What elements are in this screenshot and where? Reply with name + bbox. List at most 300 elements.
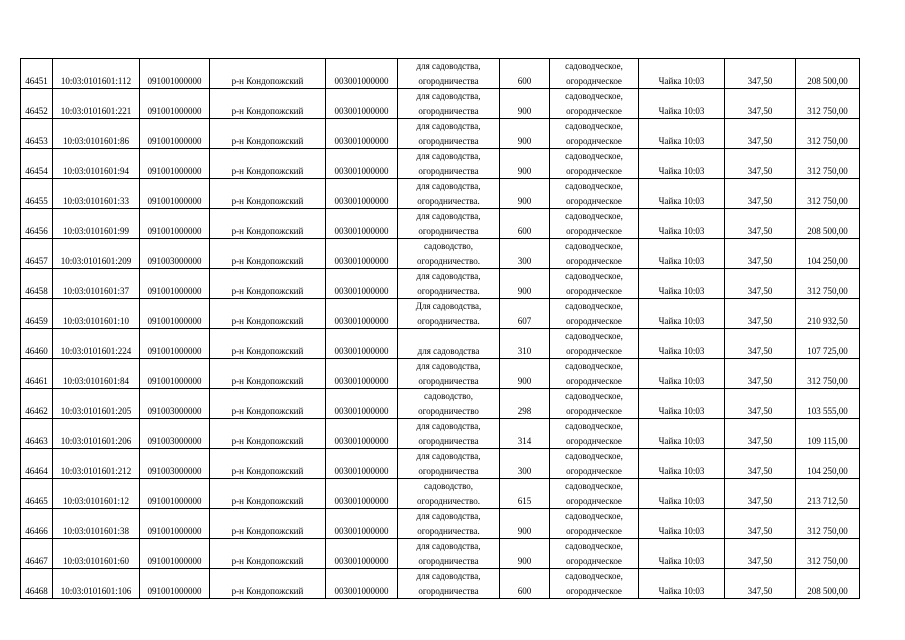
permitted-use-line-1: для садоводства, xyxy=(416,121,481,131)
table-row xyxy=(21,539,860,569)
permitted-use-line-2: огородничества xyxy=(418,435,479,446)
okato-code: 091001000000 xyxy=(147,195,202,206)
category-cell xyxy=(550,329,639,359)
group-name: Чайка 10:03 xyxy=(658,315,705,326)
district-cell xyxy=(210,419,326,449)
permitted-use-cell xyxy=(398,89,500,119)
group-name: Чайка 10:03 xyxy=(658,525,705,536)
category-line-2: огороднческое xyxy=(566,195,622,206)
rate-value: 347,50 xyxy=(747,495,773,506)
cadastral-number: 10:03:0101601:99 xyxy=(62,225,129,236)
group-name: Чайка 10:03 xyxy=(658,165,705,176)
cadastral-number-cell xyxy=(53,539,140,569)
category-cell xyxy=(550,539,639,569)
category-line-1: садоводческое, xyxy=(565,91,623,101)
okato-code: 091003000000 xyxy=(147,405,202,416)
okato-code: 091001000000 xyxy=(147,495,202,506)
oktmo-code: 003001000000 xyxy=(334,255,389,266)
row-number: 46464 xyxy=(25,465,48,476)
permitted-use-line-2: огородничества. xyxy=(417,195,480,206)
oktmo-code: 003001000000 xyxy=(334,525,389,536)
cadastral-value-cell xyxy=(796,299,860,329)
category-cell xyxy=(550,59,639,89)
category-line-1: садоводческое, xyxy=(565,451,623,461)
row-number: 46452 xyxy=(25,105,48,116)
okato-cell xyxy=(140,299,210,329)
okato-code: 091001000000 xyxy=(147,555,202,566)
district-cell xyxy=(210,119,326,149)
group-name: Чайка 10:03 xyxy=(658,405,705,416)
category-line-2: огороднческое xyxy=(566,165,622,176)
cadastral-value: 208 500,00 xyxy=(807,585,848,596)
rate-value: 347,50 xyxy=(747,315,773,326)
okato-cell xyxy=(140,149,210,179)
cadastral-number-cell xyxy=(53,179,140,209)
rate-value: 347,50 xyxy=(747,135,773,146)
permitted-use-cell xyxy=(398,329,500,359)
area-value: 300 xyxy=(517,255,532,266)
group-cell xyxy=(639,179,725,209)
okato-cell xyxy=(140,59,210,89)
table-row xyxy=(21,89,860,119)
cadastral-number-cell xyxy=(53,59,140,89)
group-cell xyxy=(639,389,725,419)
oktmo-code: 003001000000 xyxy=(334,135,389,146)
group-cell xyxy=(639,569,725,599)
area-cell xyxy=(500,449,550,479)
okato-code: 091001000000 xyxy=(147,165,202,176)
cadastral-number: 10:03:0101601:112 xyxy=(60,75,132,86)
category-line-1: садоводческое, xyxy=(565,61,623,71)
oktmo-code: 003001000000 xyxy=(334,465,389,476)
cadastral-number: 10:03:0101601:86 xyxy=(62,135,129,146)
area-value: 300 xyxy=(517,465,532,476)
district-cell xyxy=(210,569,326,599)
oktmo-cell xyxy=(326,329,398,359)
category-cell xyxy=(550,239,639,269)
okato-code: 091001000000 xyxy=(147,315,202,326)
oktmo-cell xyxy=(326,179,398,209)
rate-cell xyxy=(725,419,796,449)
table-row xyxy=(21,389,860,419)
okato-cell xyxy=(140,419,210,449)
cadastral-number: 10:03:0101601:206 xyxy=(60,435,132,446)
oktmo-cell xyxy=(326,119,398,149)
cadastral-value: 312 750,00 xyxy=(807,525,848,536)
okato-code: 091001000000 xyxy=(147,585,202,596)
permitted-use-cell xyxy=(398,569,500,599)
row-number-cell xyxy=(21,59,53,89)
rate-value: 347,50 xyxy=(747,345,773,356)
permitted-use-cell xyxy=(398,59,500,89)
row-number-cell xyxy=(21,329,53,359)
category-cell xyxy=(550,299,639,329)
cadastral-number-cell xyxy=(53,509,140,539)
cadastral-number: 10:03:0101601:10 xyxy=(62,315,129,326)
row-number: 46456 xyxy=(25,225,48,236)
district-cell xyxy=(210,269,326,299)
district-name: р-н Кондопожский xyxy=(231,525,304,536)
category-line-1: садоводческое, xyxy=(565,541,623,551)
category-line-1: садоводческое, xyxy=(565,151,623,161)
district-name: р-н Кондопожский xyxy=(231,165,304,176)
table-row xyxy=(21,239,860,269)
group-name: Чайка 10:03 xyxy=(658,555,705,566)
row-number: 46466 xyxy=(25,525,48,536)
table-row xyxy=(21,269,860,299)
row-number: 46459 xyxy=(25,315,48,326)
cadastral-value-cell xyxy=(796,539,860,569)
cadastral-value-cell xyxy=(796,449,860,479)
district-cell xyxy=(210,509,326,539)
rate-value: 347,50 xyxy=(747,465,773,476)
oktmo-code: 003001000000 xyxy=(334,315,389,326)
permitted-use-line-1: садоводство, xyxy=(423,481,474,491)
category-cell xyxy=(550,149,639,179)
rate-value: 347,50 xyxy=(747,435,773,446)
area-cell xyxy=(500,539,550,569)
area-cell xyxy=(500,269,550,299)
area-value: 900 xyxy=(517,195,532,206)
row-number-cell xyxy=(21,179,53,209)
cadastral-number: 10:03:0101601:212 xyxy=(60,465,132,476)
row-number-cell xyxy=(21,299,53,329)
district-name: р-н Кондопожский xyxy=(231,405,304,416)
row-number-cell xyxy=(21,119,53,149)
area-value: 310 xyxy=(517,345,532,356)
permitted-use-cell xyxy=(398,179,500,209)
row-number: 46458 xyxy=(25,285,48,296)
group-name: Чайка 10:03 xyxy=(658,435,705,446)
cadastral-number: 10:03:0101601:37 xyxy=(62,285,129,296)
rate-cell xyxy=(725,479,796,509)
permitted-use-cell xyxy=(398,389,500,419)
category-line-1: садоводческое, xyxy=(565,301,623,311)
area-cell xyxy=(500,509,550,539)
group-name: Чайка 10:03 xyxy=(658,465,705,476)
permitted-use-cell xyxy=(398,299,500,329)
district-cell xyxy=(210,449,326,479)
okato-code: 091001000000 xyxy=(147,225,202,236)
category-line-2: огороднческое xyxy=(566,285,622,296)
rate-cell xyxy=(725,539,796,569)
district-cell xyxy=(210,299,326,329)
area-value: 607 xyxy=(517,315,532,326)
cadastral-value-cell xyxy=(796,479,860,509)
row-number-cell xyxy=(21,419,53,449)
okato-cell xyxy=(140,119,210,149)
rate-cell xyxy=(725,359,796,389)
table-row xyxy=(21,449,860,479)
cadastral-number-cell xyxy=(53,239,140,269)
rate-cell xyxy=(725,89,796,119)
okato-cell xyxy=(140,179,210,209)
row-number-cell xyxy=(21,209,53,239)
permitted-use-line-1: для садоводства, xyxy=(416,181,481,191)
category-cell xyxy=(550,359,639,389)
cadastral-number-cell xyxy=(53,119,140,149)
district-cell xyxy=(210,239,326,269)
permitted-use-line-1: для садоводства, xyxy=(416,571,481,581)
cadastral-number: 10:03:0101601:38 xyxy=(62,525,129,536)
group-name: Чайка 10:03 xyxy=(658,195,705,206)
area-value: 900 xyxy=(517,105,532,116)
permitted-use-cell xyxy=(398,359,500,389)
group-name: Чайка 10:03 xyxy=(658,495,705,506)
permitted-use-line-2: огородничества. xyxy=(417,315,480,326)
category-line-2: огороднческое xyxy=(566,255,622,266)
row-number-cell xyxy=(21,509,53,539)
rate-value: 347,50 xyxy=(747,225,773,236)
rate-cell xyxy=(725,569,796,599)
permitted-use-line-2: огородничества xyxy=(418,225,479,236)
category-line-1: садоводческое, xyxy=(565,181,623,191)
oktmo-cell xyxy=(326,149,398,179)
category-line-2: огороднческое xyxy=(566,225,622,236)
rate-cell xyxy=(725,329,796,359)
permitted-use-line-1: для садоводства, xyxy=(416,211,481,221)
rate-cell xyxy=(725,119,796,149)
district-name: р-н Кондопожский xyxy=(231,435,304,446)
district-name: р-н Кондопожский xyxy=(231,315,304,326)
area-value: 900 xyxy=(517,285,532,296)
table-row xyxy=(21,299,860,329)
permitted-use-line-1: для садоводства, xyxy=(416,151,481,161)
group-cell xyxy=(639,299,725,329)
category-line-2: огороднческое xyxy=(566,345,622,356)
okato-cell xyxy=(140,209,210,239)
okato-cell xyxy=(140,89,210,119)
cadastral-number: 10:03:0101601:33 xyxy=(62,195,129,206)
permitted-use-cell xyxy=(398,149,500,179)
rate-value: 347,50 xyxy=(747,75,773,86)
category-line-2: огороднческое xyxy=(566,555,622,566)
okato-cell xyxy=(140,269,210,299)
table-row xyxy=(21,209,860,239)
cadastral-value: 312 750,00 xyxy=(807,555,848,566)
permitted-use-cell xyxy=(398,509,500,539)
rate-value: 347,50 xyxy=(747,585,773,596)
group-cell xyxy=(639,449,725,479)
permitted-use-line-2: огородничества xyxy=(418,555,479,566)
cadastral-value: 213 712,50 xyxy=(807,495,848,506)
rate-value: 347,50 xyxy=(747,165,773,176)
table-row xyxy=(21,149,860,179)
oktmo-cell xyxy=(326,569,398,599)
okato-code: 091001000000 xyxy=(147,75,202,86)
cadastral-number: 10:03:0101601:106 xyxy=(60,585,132,596)
rate-cell xyxy=(725,179,796,209)
permitted-use-line-1: для садоводства, xyxy=(416,451,481,461)
area-cell xyxy=(500,149,550,179)
category-line-1: садоводческое, xyxy=(565,211,623,221)
rate-value: 347,50 xyxy=(747,255,773,266)
table-row xyxy=(21,509,860,539)
row-number: 46465 xyxy=(25,495,48,506)
cadastral-value-cell xyxy=(796,569,860,599)
district-name: р-н Кондопожский xyxy=(231,135,304,146)
cadastral-number-cell xyxy=(53,479,140,509)
district-name: р-н Кондопожский xyxy=(231,495,304,506)
area-value: 600 xyxy=(517,585,532,596)
okato-cell xyxy=(140,449,210,479)
row-number: 46453 xyxy=(25,135,48,146)
okato-code: 091003000000 xyxy=(147,435,202,446)
okato-code: 091001000000 xyxy=(147,135,202,146)
cadastral-value-cell xyxy=(796,329,860,359)
cadastral-value-cell xyxy=(796,359,860,389)
oktmo-cell xyxy=(326,419,398,449)
cadastral-value-cell xyxy=(796,209,860,239)
row-number-cell xyxy=(21,269,53,299)
category-line-1: садоводческое, xyxy=(565,241,623,251)
permitted-use-line-1: для садоводства, xyxy=(416,361,481,371)
group-name: Чайка 10:03 xyxy=(658,345,705,356)
okato-code: 091001000000 xyxy=(147,525,202,536)
oktmo-code: 003001000000 xyxy=(334,555,389,566)
row-number-cell xyxy=(21,89,53,119)
district-name: р-н Кондопожский xyxy=(231,555,304,566)
oktmo-code: 003001000000 xyxy=(334,195,389,206)
permitted-use-line-2: огородничество. xyxy=(416,255,481,266)
rate-cell xyxy=(725,509,796,539)
area-cell xyxy=(500,359,550,389)
district-cell xyxy=(210,179,326,209)
rate-cell xyxy=(725,449,796,479)
oktmo-code: 003001000000 xyxy=(334,225,389,236)
group-cell xyxy=(639,149,725,179)
cadastral-number-cell xyxy=(53,149,140,179)
cadastral-number: 10:03:0101601:12 xyxy=(62,495,129,506)
cadastral-value: 210 932,50 xyxy=(807,315,848,326)
cadastral-value: 312 750,00 xyxy=(807,135,848,146)
permitted-use-cell xyxy=(398,539,500,569)
cadastral-number-cell xyxy=(53,419,140,449)
table-row xyxy=(21,359,860,389)
rate-cell xyxy=(725,239,796,269)
oktmo-cell xyxy=(326,509,398,539)
oktmo-code: 003001000000 xyxy=(334,165,389,176)
cadastral-value: 208 500,00 xyxy=(807,75,848,86)
group-cell xyxy=(639,509,725,539)
okato-cell xyxy=(140,389,210,419)
cadastral-number-cell xyxy=(53,359,140,389)
category-line-2: огороднческое xyxy=(566,495,622,506)
okato-cell xyxy=(140,329,210,359)
permitted-use-cell xyxy=(398,419,500,449)
category-cell xyxy=(550,119,639,149)
cadastral-value: 312 750,00 xyxy=(807,105,848,116)
cadastral-value-cell xyxy=(796,119,860,149)
rate-value: 347,50 xyxy=(747,375,773,386)
permitted-use-line-1: садоводство, xyxy=(423,391,474,401)
group-cell xyxy=(639,269,725,299)
area-value: 600 xyxy=(517,225,532,236)
district-cell xyxy=(210,149,326,179)
district-name: р-н Кондопожский xyxy=(231,105,304,116)
table-row xyxy=(21,59,860,89)
group-cell xyxy=(639,119,725,149)
oktmo-code: 003001000000 xyxy=(334,375,389,386)
district-name: р-н Кондопожский xyxy=(231,375,304,386)
table-row xyxy=(21,419,860,449)
group-cell xyxy=(639,479,725,509)
oktmo-cell xyxy=(326,479,398,509)
oktmo-cell xyxy=(326,239,398,269)
cadastral-value: 208 500,00 xyxy=(807,225,848,236)
row-number-cell xyxy=(21,479,53,509)
cadastral-number-cell xyxy=(53,269,140,299)
area-cell xyxy=(500,329,550,359)
row-number-cell xyxy=(21,449,53,479)
permitted-use-line-1: Для садоводства, xyxy=(415,301,482,311)
okato-cell xyxy=(140,509,210,539)
cadastral-value: 312 750,00 xyxy=(807,165,848,176)
area-cell xyxy=(500,239,550,269)
permitted-use-line-2: огородничества xyxy=(418,105,479,116)
oktmo-cell xyxy=(326,359,398,389)
district-name: р-н Кондопожский xyxy=(231,255,304,266)
group-cell xyxy=(639,419,725,449)
okato-code: 091001000000 xyxy=(147,285,202,296)
permitted-use-line-2: огородничества xyxy=(418,585,479,596)
cadastral-value-cell xyxy=(796,269,860,299)
category-cell xyxy=(550,509,639,539)
cadastral-number: 10:03:0101601:94 xyxy=(62,165,129,176)
category-line-1: садоводческое, xyxy=(565,481,623,491)
category-cell xyxy=(550,419,639,449)
district-name: р-н Кондопожский xyxy=(231,285,304,296)
category-line-2: огороднческое xyxy=(566,315,622,326)
rate-cell xyxy=(725,209,796,239)
row-number: 46455 xyxy=(25,195,48,206)
category-line-1: садоводческое, xyxy=(565,121,623,131)
district-cell xyxy=(210,59,326,89)
oktmo-cell xyxy=(326,299,398,329)
category-cell xyxy=(550,269,639,299)
permitted-use-cell xyxy=(398,269,500,299)
category-line-1: садоводческое, xyxy=(565,271,623,281)
district-cell xyxy=(210,539,326,569)
okato-code: 091001000000 xyxy=(147,345,202,356)
group-name: Чайка 10:03 xyxy=(658,255,705,266)
district-cell xyxy=(210,389,326,419)
category-cell xyxy=(550,89,639,119)
permitted-use-line-2: огородничества. xyxy=(417,285,480,296)
permitted-use-cell xyxy=(398,449,500,479)
area-cell xyxy=(500,209,550,239)
rate-value: 347,50 xyxy=(747,405,773,416)
okato-cell xyxy=(140,239,210,269)
area-cell xyxy=(500,569,550,599)
category-line-1: садоводческое, xyxy=(565,331,623,341)
group-name: Чайка 10:03 xyxy=(658,375,705,386)
cadastral-value: 104 250,00 xyxy=(807,465,848,476)
area-value: 900 xyxy=(517,135,532,146)
land-plots-table xyxy=(20,58,860,599)
oktmo-code: 003001000000 xyxy=(334,75,389,86)
district-name: р-н Кондопожский xyxy=(231,465,304,476)
oktmo-cell xyxy=(326,269,398,299)
permitted-use-line-2: для садоводства xyxy=(417,345,480,356)
area-cell xyxy=(500,179,550,209)
cadastral-value-cell xyxy=(796,239,860,269)
cadastral-value-cell xyxy=(796,149,860,179)
category-line-2: огороднческое xyxy=(566,585,622,596)
row-number: 46461 xyxy=(25,375,48,386)
group-name: Чайка 10:03 xyxy=(658,135,705,146)
cadastral-value: 312 750,00 xyxy=(807,375,848,386)
